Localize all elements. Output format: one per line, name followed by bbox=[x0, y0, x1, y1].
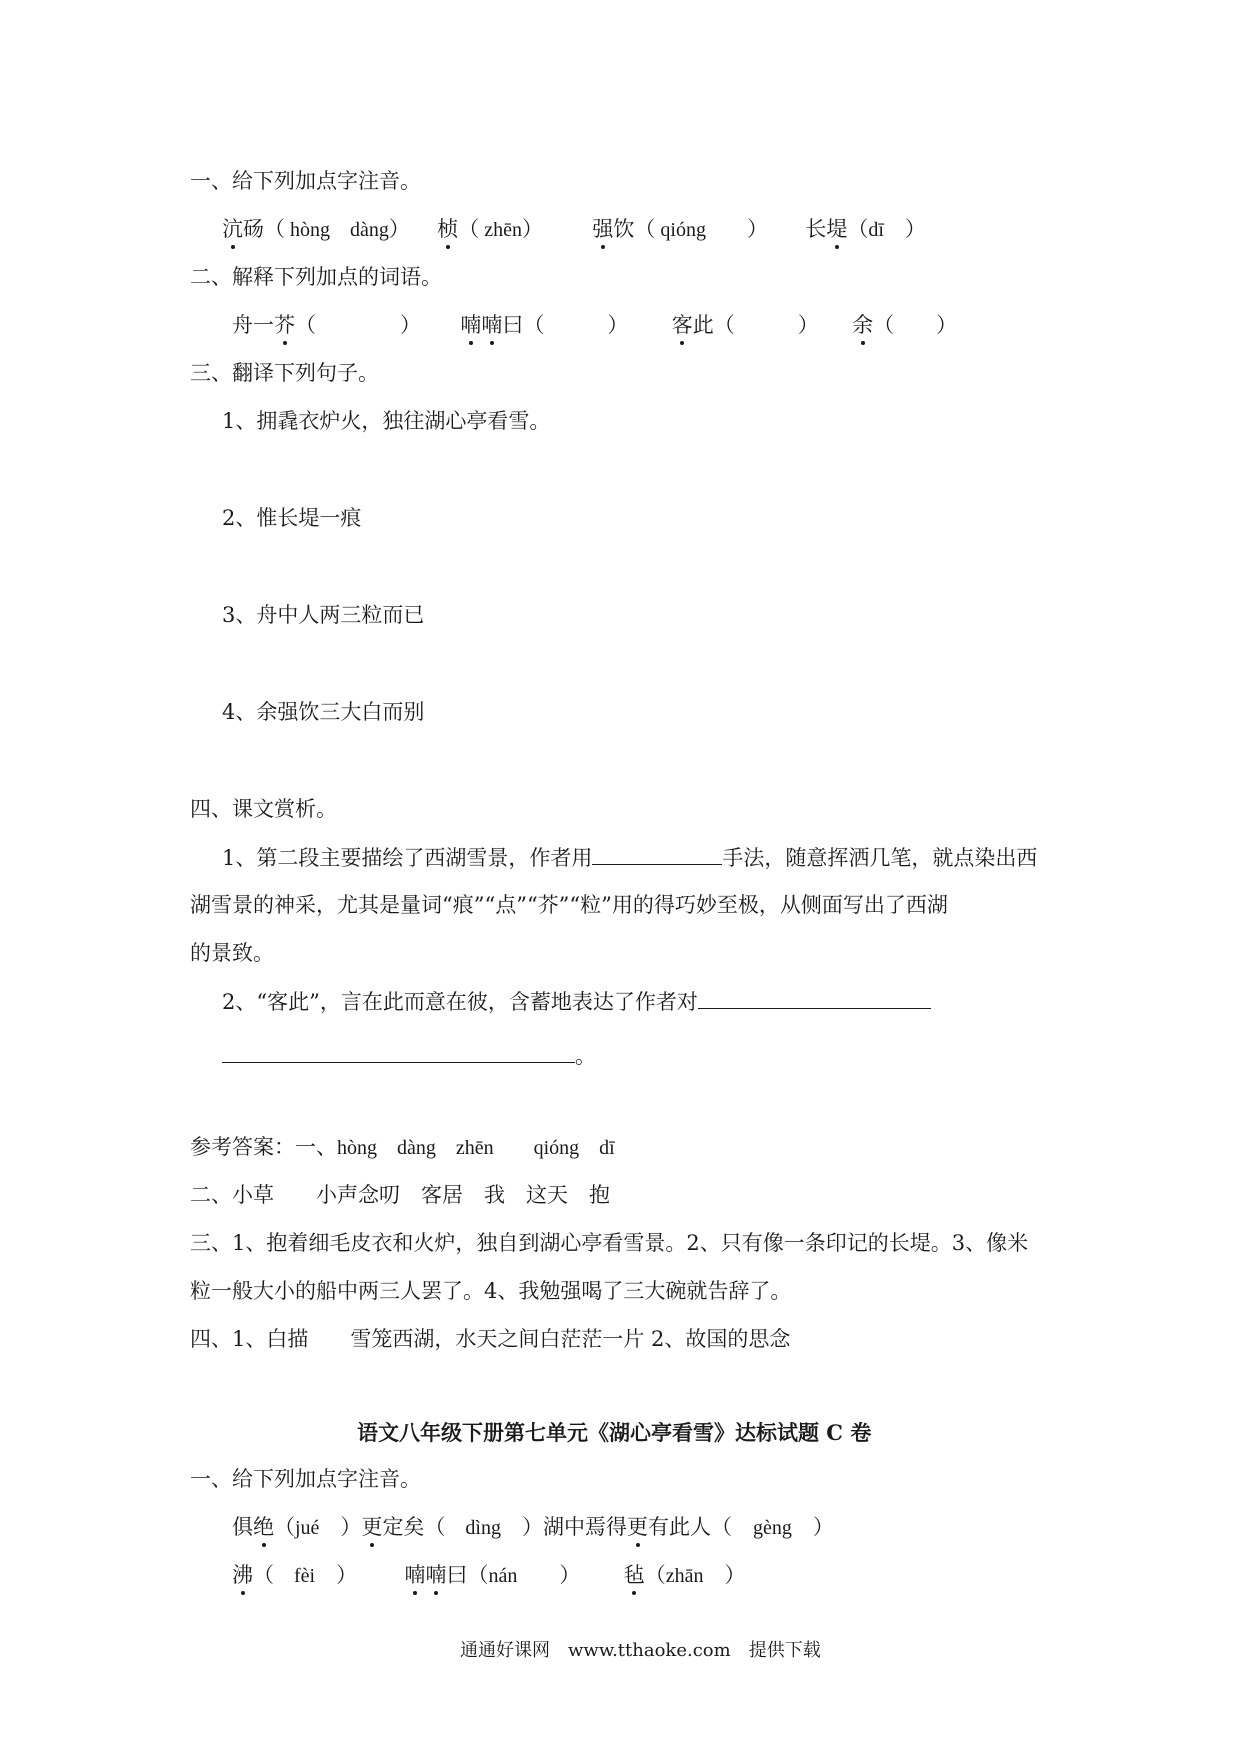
s2-item: 舟一芥（ ） bbox=[232, 313, 421, 337]
translate-item: 2、惟长堤一痕 bbox=[222, 506, 362, 530]
s1-item: 长堤（dī ） bbox=[805, 217, 926, 241]
s2-item: 客此（ ） bbox=[672, 313, 819, 337]
translate-item: 4、余强饮三大白而别 bbox=[222, 700, 425, 724]
analysis-q1-line2: 湖雪景的神采，尤其是量词“痕”“点”“芥”“粒”用的得巧妙至极，从侧面写出了西湖 bbox=[190, 893, 948, 917]
section1-heading: 一、给下列加点字注音。 bbox=[190, 169, 421, 193]
s2-item: 喃喃曰（ ） bbox=[460, 313, 628, 337]
section1-items bbox=[222, 214, 926, 245]
translate-item: 3、舟中人两三粒而已 bbox=[222, 603, 425, 627]
section-c-heading: 一、给下列加点字注音。 bbox=[190, 1467, 421, 1491]
answers-line5: 四、1、白描 雪笼西湖，水天之间白茫茫一片 2、故国的思念 bbox=[190, 1327, 791, 1351]
c-item: 湖中焉得更有此人（ gèng ） bbox=[543, 1515, 834, 1539]
s1-item: 沆砀（ hòng dàng） bbox=[222, 217, 410, 241]
analysis-q2-line2: 。 bbox=[222, 1040, 596, 1071]
analysis-q1-line1: 1、第二段主要描绘了西湖雪景，作者用 手法，随意挥洒几笔，就点染出西 bbox=[222, 842, 1037, 873]
translate-item: 1、拥毳衣炉火，独往湖心亭看雪。 bbox=[222, 409, 551, 433]
s1-item: 桢（ zhēn） bbox=[437, 217, 543, 241]
c-item: 喃喃曰（nán ） bbox=[404, 1563, 580, 1587]
section2-heading: 二、解释下列加点的词语。 bbox=[190, 265, 442, 289]
s2-item: 余（ ） bbox=[852, 313, 957, 337]
answer-blank[interactable] bbox=[592, 842, 722, 865]
c-item: 更定矣（ dìng ） bbox=[361, 1515, 543, 1539]
answers-line3: 三、1、抱着细毛皮衣和火炉，独自到湖心亭看雪景。2、只有像一条印记的长堤。3、像米 bbox=[190, 1231, 1029, 1255]
analysis-q2-line1: 2、“客此”，言在此而意在彼，含蓄地表达了作者对 bbox=[222, 986, 931, 1017]
answer-blank[interactable] bbox=[698, 986, 931, 1009]
c-item: 毡（zhān ） bbox=[624, 1563, 746, 1587]
section-c-title: 语文八年级下册第七单元《湖心亭看雪》达标试题 C 卷 bbox=[357, 1420, 872, 1445]
section4-heading: 四、课文赏析。 bbox=[190, 797, 337, 821]
section-c-row1 bbox=[232, 1512, 834, 1543]
answer-blank[interactable] bbox=[222, 1040, 575, 1063]
section-c-row2 bbox=[232, 1560, 746, 1591]
section2-items bbox=[232, 310, 957, 340]
footer-credit: 通通好课网 www.tthaoke.com 提供下载 bbox=[460, 1640, 821, 1661]
analysis-q1-line3: 的景致。 bbox=[190, 941, 274, 965]
answers-line2: 二、小草 小声念叨 客居 我 这天 抱 bbox=[190, 1183, 610, 1207]
answers-line4: 粒一般大小的船中两三人罢了。4、我勉强喝了三大碗就告辞了。 bbox=[190, 1279, 792, 1303]
c-item: 沸（ fèi ） bbox=[232, 1563, 357, 1587]
answers-line1: 参考答案：一、hòng dàng zhēn qióng dī bbox=[190, 1135, 615, 1159]
s1-item: 强饮（ qióng ） bbox=[592, 217, 768, 241]
c-item: 俱绝（jué ） bbox=[232, 1515, 361, 1539]
section3-heading: 三、翻译下列句子。 bbox=[190, 361, 379, 385]
